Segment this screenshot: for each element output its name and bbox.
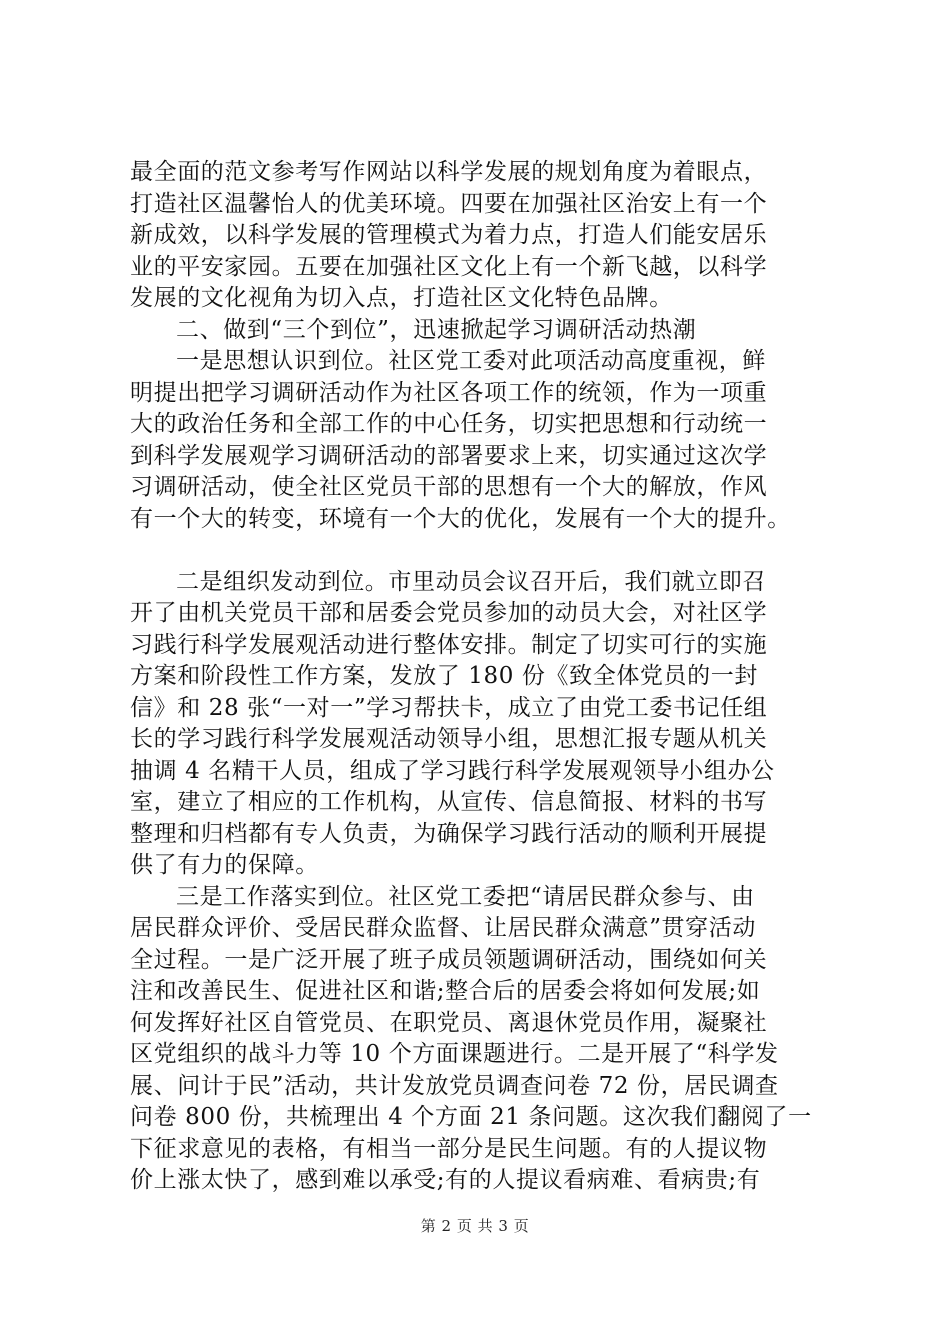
body-line: 最全面的范文参考写作网站以科学发展的规划角度为着眼点， bbox=[130, 159, 768, 185]
body-line: 长的学习践行科学发展观活动领导小组，思想汇报专题从机关 bbox=[130, 726, 768, 752]
body-line: 抽调 4 名精干人员，组成了学习践行科学发展观领导小组办公 bbox=[130, 757, 775, 784]
body-line: 价上涨太快了，感到难以承受;有的人提议看病难、看病贵;有 bbox=[130, 1167, 761, 1193]
body-line: 有一个大的转变，环境有一个大的优化，发展有一个大的提升。 bbox=[130, 505, 791, 532]
body-line: 新成效，以科学发展的管理模式为着力点，打造人们能安居乐 bbox=[130, 222, 768, 248]
paragraph-start: 二是组织发动到位。市里动员会议召开后，我们就立即召 bbox=[176, 568, 766, 595]
section-heading: 二、做到“三个到位”，迅速掀起学习调研活动热潮 bbox=[176, 316, 697, 343]
body-line: 全过程。一是广泛开展了班子成员领题调研活动，围绕如何关 bbox=[130, 946, 768, 973]
body-line: 供了有力的保障。 bbox=[130, 852, 319, 878]
body-line: 整理和归档都有专人负责，为确保学习践行活动的顺利开展提 bbox=[130, 820, 768, 847]
body-line: 室，建立了相应的工作机构，从宣传、信息简报、材料的书写 bbox=[130, 789, 768, 815]
body-line: 习调研活动，使全社区党员干部的思想有一个大的解放，作风 bbox=[130, 474, 768, 500]
body-line: 业的平安家园。五要在加强社区文化上有一个新飞越，以科学 bbox=[130, 253, 768, 280]
body-line: 问卷 800 份，共梳理出 4 个方面 21 条问题。这次我们翻阅了一 bbox=[130, 1104, 812, 1130]
body-line: 习践行科学发展观活动进行整体安排。制定了切实可行的实施 bbox=[130, 631, 768, 658]
body-line: 到科学发展观学习调研活动的部署要求上来，切实通过这次学 bbox=[130, 442, 768, 469]
body-line: 居民群众评价、受居民群众监督、让居民群众满意”贯穿活动 bbox=[130, 915, 756, 941]
document-body bbox=[130, 157, 845, 1197]
body-line: 展、问计于民”活动，共计发放党员调查问卷 72 份，居民调查 bbox=[130, 1072, 779, 1099]
body-line: 明提出把学习调研活动作为社区各项工作的统领，作为一项重 bbox=[130, 379, 768, 406]
body-line: 信》和 28 张“一对一”学习帮扶卡，成立了由党工委书记任组 bbox=[130, 694, 768, 721]
body-line: 何发挥好社区自管党员、在职党员、离退休党员作用，凝聚社 bbox=[130, 1009, 768, 1036]
page-number-footer: 第 2 页 共 3 页 bbox=[420, 1217, 530, 1235]
body-line: 打造社区温馨怡人的优美环境。四要在加强社区治安上有一个 bbox=[130, 190, 768, 217]
paragraph-start: 一是思想认识到位。社区党工委对此项活动高度重视，鲜 bbox=[176, 348, 766, 374]
body-line: 发展的文化视角为切入点，打造社区文化特色品牌。 bbox=[130, 285, 673, 311]
blank-line bbox=[130, 535, 845, 567]
body-line: 下征求意见的表格，有相当一部分是民生问题。有的人提议物 bbox=[130, 1135, 768, 1162]
body-line: 注和改善民生、促进社区和谐;整合后的居委会将如何发展;如 bbox=[130, 978, 761, 1004]
body-line: 开了由机关党员干部和居委会党员参加的动员大会，对社区学 bbox=[130, 600, 768, 626]
body-line: 区党组织的战斗力等 10 个方面课题进行。二是开展了“科学发 bbox=[130, 1041, 779, 1067]
body-line: 方案和阶段性工作方案，发放了 180 份《致全体党员的一封 bbox=[130, 663, 758, 689]
paragraph-start: 三是工作落实到位。社区党工委把“请居民群众参与、由 bbox=[176, 883, 755, 910]
body-line: 大的政治任务和全部工作的中心任务，切实把思想和行动统一 bbox=[130, 411, 768, 437]
